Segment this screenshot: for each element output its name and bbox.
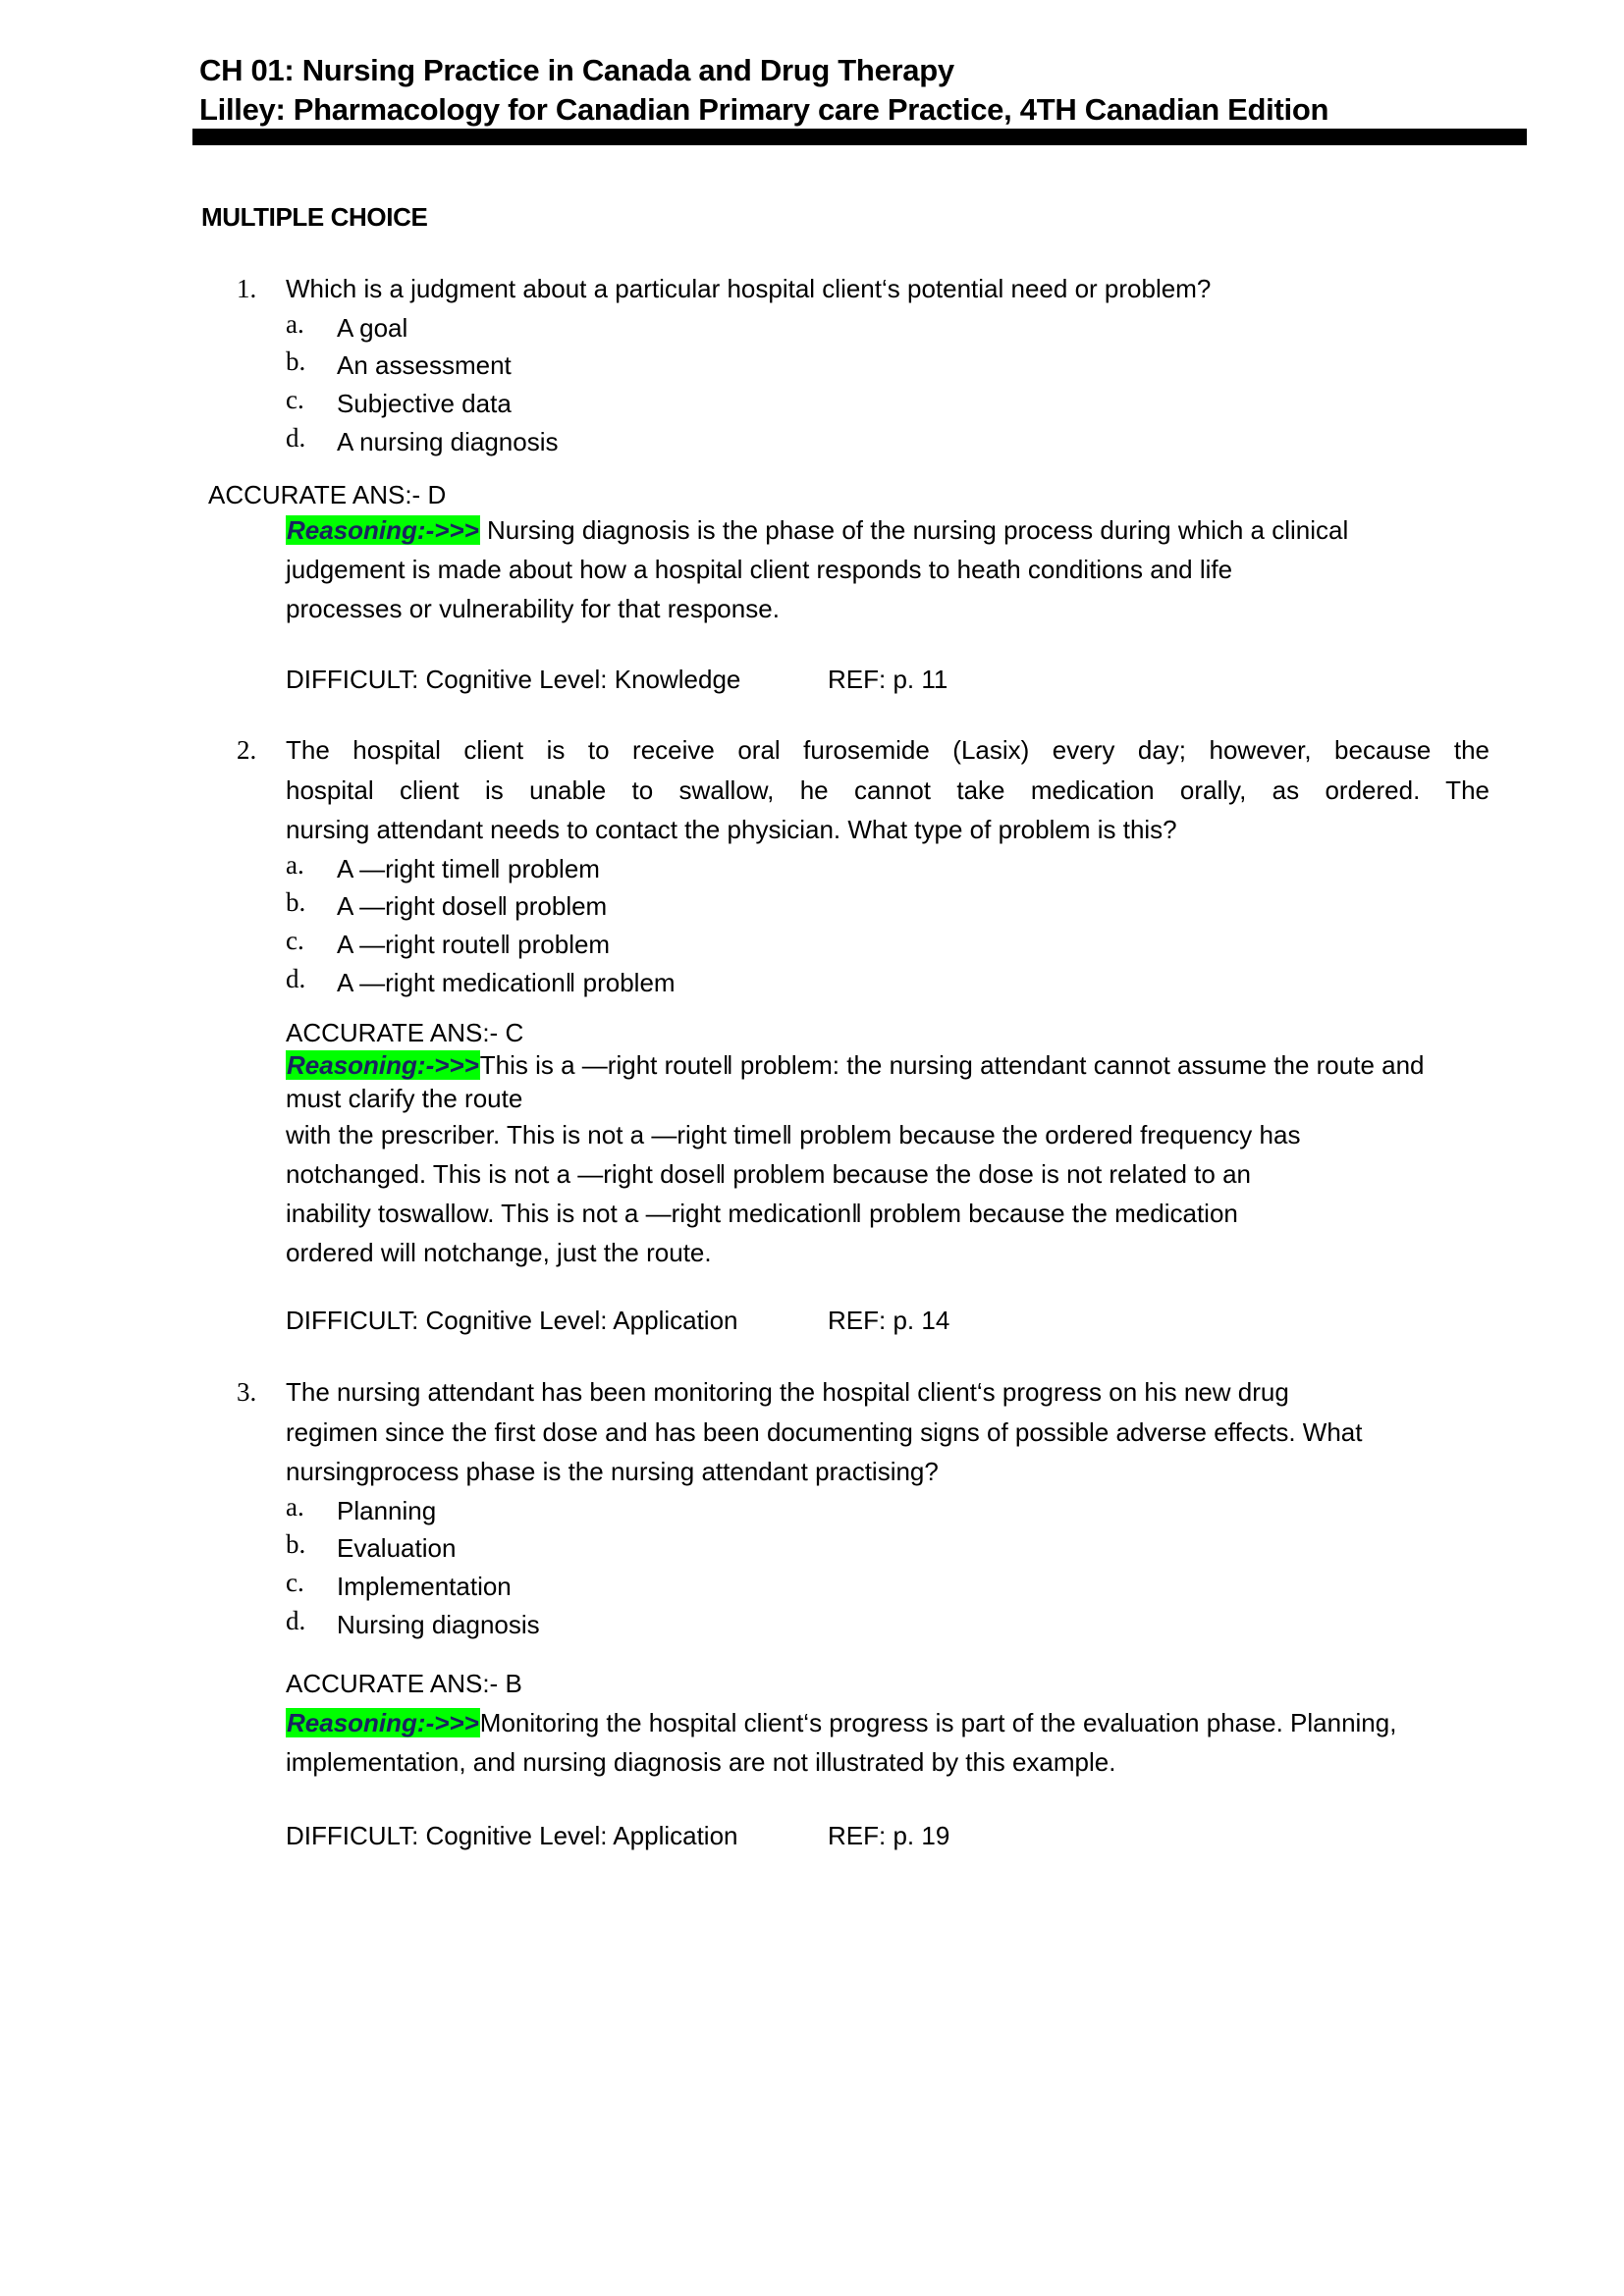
page-reference: REF: p. 19 [828,1821,950,1850]
question-text-line: The nursing attendant has been monitoring the hospital client‘s progress on his new drug [286,1377,1289,1407]
option-letter: c. [286,384,304,414]
option-text: A ―right route‖ problem [337,929,611,959]
answer-key: ACCURATE ANS:- C [286,1018,524,1047]
option-text: An assessment [337,350,512,381]
rationale-line: Monitoring the hospital client‘s progress is part of the evaluation phase. Planning, [479,1708,1397,1737]
question-number: 2. [237,735,257,765]
question-number: 1. [237,274,257,303]
rationale [286,1703,1601,1782]
rationale-line: inability toswallow. This is not a ―right medication‖ problem because the medication [286,1199,1238,1228]
question-text-line: regimen since the first dose and has been documenting signs of possible adverse effects. What [286,1416,1363,1447]
question-text-line: nursingprocess phase is the nursing attendant practising? [286,1457,939,1486]
reasoning-label: Reasoning:->>> [287,1050,479,1080]
options-list [286,309,1624,461]
reasoning-label: Reasoning:->>> [287,1708,479,1737]
answer-key: ACCURATE ANS:- D [208,480,447,509]
option-b [286,347,1624,385]
option-b [286,887,1624,926]
question-stem [237,1372,1533,1492]
option-letter: a. [286,308,304,339]
option-text: Subjective data [337,388,512,418]
difficulty-level: DIFFICULT: Cognitive Level: Application [286,1306,738,1335]
question-meta [286,1821,949,1851]
options-list [286,850,1624,1002]
question-2 [0,730,1624,1001]
answer-key: ACCURATE ANS:- B [286,1669,522,1698]
option-b [286,1529,1624,1568]
rationale-line: with the prescriber. This is not a ―right time‖ problem because the ordered frequency has [286,1120,1301,1149]
question-1 [0,269,1624,460]
option-text: A nursing diagnosis [337,426,559,456]
question-meta [286,1306,949,1336]
question-text-line: nursing attendant needs to contact the physician. What type of problem is this? [286,815,1177,844]
option-d [286,1606,1624,1644]
option-letter: c. [286,1567,304,1597]
chapter-title: CH 01: Nursing Practice in Canada and Drug Therapy [199,53,954,87]
option-d [286,423,1624,461]
option-a [286,1492,1624,1530]
option-text: A ―right time‖ problem [337,853,600,883]
option-a [286,309,1624,347]
question-text: Which is a judgment about a particular hospital client‘s potential need or problem? [286,274,1212,303]
question-stem [237,269,1493,309]
section-title: MULTIPLE CHOICE [201,202,428,232]
option-text: A ―right medication‖ problem [337,967,676,997]
rationale-line: processes or vulnerability for that response. [286,594,780,623]
option-text: A ―right dose‖ problem [337,891,608,922]
question-number: 3. [237,1377,257,1407]
rationale-line: implementation, and nursing diagnosis are not illustrated by this example. [286,1747,1116,1777]
question-3 [0,1372,1624,1643]
option-text: A goal [337,312,408,343]
option-c [286,385,1624,423]
rationale-line: judgement is made about how a hospital client responds to heath conditions and life [286,555,1233,584]
option-letter: d. [286,422,306,453]
option-letter: b. [286,1529,306,1560]
option-letter: c. [286,925,304,955]
page-reference: REF: p. 11 [828,665,948,694]
option-text: Evaluation [337,1533,457,1564]
option-text: Implementation [337,1571,512,1601]
header-divider [192,129,1527,145]
question-text-line: The hospital client is to receive oral furosemide (Lasix) every day; however, because the [286,735,1489,765]
book-title: Lilley: Pharmacology for Canadian Primary care Practice, 4TH Canadian Edition [199,92,1329,127]
option-letter: b. [286,347,306,377]
page-reference: REF: p. 14 [828,1306,950,1335]
option-letter: d. [286,1605,306,1635]
options-list [286,1492,1624,1644]
option-text: Planning [337,1495,437,1525]
rationale-line: must clarify the route [286,1084,523,1113]
question-meta [286,665,947,695]
difficulty-level: DIFFICULT: Cognitive Level: Application [286,1821,738,1850]
option-a [286,850,1624,888]
rationale-line: This is a ―right route‖ problem: the nursing attendant cannot assume the route and [479,1050,1425,1080]
option-letter: d. [286,963,306,993]
rationale-line: notchanged. This is not a ―right dose‖ problem because the dose is not related to an [286,1159,1251,1189]
option-letter: a. [286,1491,304,1522]
difficulty-level: DIFFICULT: Cognitive Level: Knowledge [286,665,741,694]
rationale [286,510,1582,628]
rationale [286,1048,1582,1272]
rationale-line: Nursing diagnosis is the phase of the nursing process during which a clinical [479,515,1349,545]
question-stem [237,730,1489,850]
option-letter: a. [286,849,304,880]
option-letter: b. [286,887,306,918]
page-header [199,51,1535,130]
option-d [286,964,1624,1002]
option-text: Nursing diagnosis [337,1609,540,1639]
reasoning-label: Reasoning:->>> [287,515,479,545]
rationale-line: ordered will notchange, just the route. [286,1238,712,1267]
option-c [286,926,1624,964]
option-c [286,1568,1624,1606]
question-text-line: hospital client is unable to swallow, he cannot take medication orally, as ordered. The [286,774,1489,805]
